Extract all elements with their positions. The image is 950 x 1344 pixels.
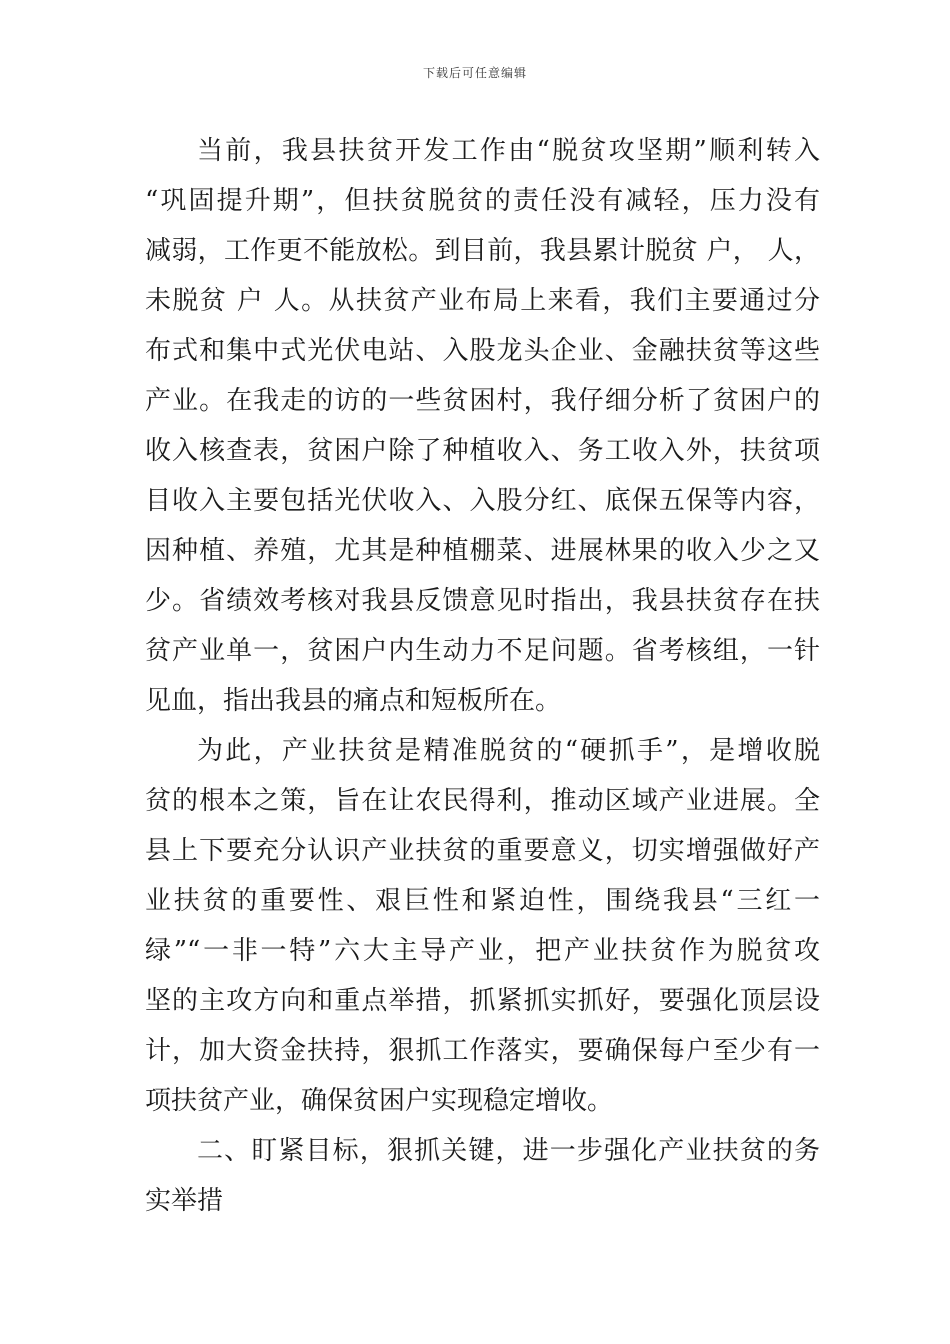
paragraph [145,126,820,726]
text-line: 见血，指出我县的痛点和短板所在。 [145,686,562,716]
text-line: 当前，我县扶贫开发工作由“脱贫攻坚期”顺利转入 [197,136,820,166]
text-line: 坚的主攻方向和重点举措，抓紧抓实抓好，要强化顶层设 [145,986,820,1016]
document-body [145,126,820,1226]
text-line: 布式和集中式光伏电站、入股龙头企业、金融扶贫等这些 [145,336,820,366]
section-heading [145,1126,820,1226]
text-line: 减弱，工作更不能放松。到目前，我县累计脱贫 户， 人， [145,236,820,266]
text-line: 收入核查表，贫困户除了种植收入、务工收入外，扶贫项 [145,436,820,466]
paragraph [145,726,820,1126]
text-line: 因种植、养殖，尤其是种植棚菜、进展林果的收入少之又 [145,536,820,566]
text-line: 县上下要充分认识产业扶贫的重要意义，切实增强做好产 [145,836,820,866]
text-line: 目收入主要包括光伏收入、入股分红、底保五保等内容， [145,486,820,516]
text-line: 项扶贫产业，确保贫困户实现稳定增收。 [145,1086,614,1116]
text-line: 实举措 [145,1186,224,1216]
text-line: 计，加大资金扶持，狠抓工作落实，要确保每户至少有一 [145,1036,820,1066]
text-line: 贫产业单一，贫困户内生动力不足问题。省考核组，一针 [145,636,820,666]
text-line: 未脱贫 户 人。从扶贫产业布局上来看，我们主要通过分 [145,286,820,316]
text-line: “巩固提升期”，但扶贫脱贫的责任没有减轻，压力没有 [145,186,820,216]
text-line: 贫的根本之策，旨在让农民得利，推动区域产业进展。全 [145,786,820,816]
text-line: 二、盯紧目标，狠抓关键，进一步强化产业扶贫的务 [197,1136,820,1166]
text-line: 业扶贫的重要性、艰巨性和紧迫性，围绕我县“三红一 [145,886,820,916]
text-line: 少。省绩效考核对我县反馈意见时指出，我县扶贫存在扶 [145,586,820,616]
text-line: 产业。在我走的访的一些贫困村，我仔细分析了贫困户的 [145,386,820,416]
text-line: 绿”“一非一特”六大主导产业，把产业扶贫作为脱贫攻 [145,936,820,966]
page-header-note: 下载后可任意编辑 [422,66,527,80]
text-line: 为此，产业扶贫是精准脱贫的“硬抓手”，是增收脱 [197,736,820,766]
